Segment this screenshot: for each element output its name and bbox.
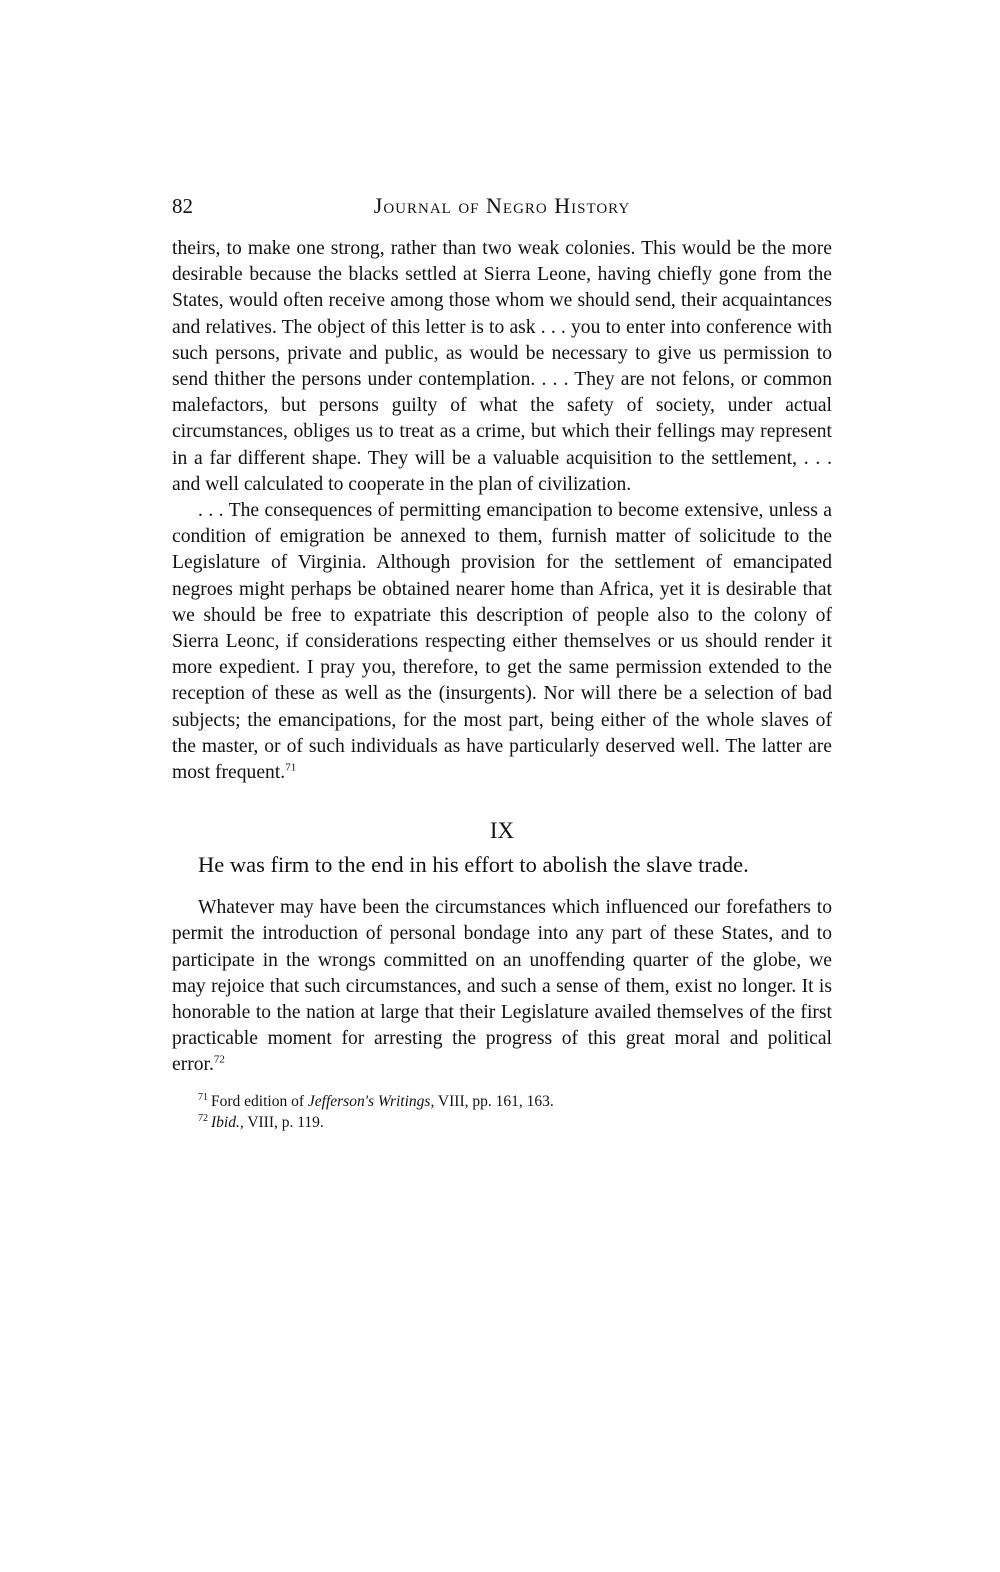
running-head xyxy=(172,186,832,226)
footnote-suffix: VIII, p. 119. xyxy=(243,1113,324,1131)
footnote-72 xyxy=(198,1112,832,1133)
page-number: 82 xyxy=(172,194,193,218)
journal-title: Journal of Negro History xyxy=(373,193,631,218)
quote-paragraph-1 xyxy=(172,236,832,498)
footnotes xyxy=(172,1091,832,1133)
footnote-ref-71[interactable]: 71 xyxy=(285,761,297,774)
section-paragraph-text: Whatever may have been the circumstances which influenced our forefathers to permit the introduction of personal bondage into any part of these States, and to participate in the wrongs committed on an unoffending quarter of the globe, we may rejoice that such circumstances, and such a sense of them, exist no longer. It is honorable to the nation at large that their Legislature availed themselves of the first practicable moment for arresting the progress of this great moral and political error. xyxy=(172,897,832,1076)
footnote-number: 71 xyxy=(198,1091,208,1103)
footnote-prefix: Ford edition of xyxy=(211,1092,308,1110)
quote-paragraph-2-text: . . . The consequences of permitting emancipation to become extensive, unless a condition of emigration be annexed to them, furnish matter of solicitude to the Legislature of Virginia. Although provision for the settlement of emancipated negroes might perhaps be obtained nearer home than Africa, yet it is desirable that we should be free to expatriate this description of people also to the colony of Sierra Leonc, if considerations respecting either themselves or us should render it more expedient. I pray you, therefore, to get the same permission extended to the reception of these as well as the (insurgents). Nor will there be a selection of bad subjects; the emancipations, for the most part, being either of the whole slaves of the master, or of such individuals as have particularly deserved well. The latter are most frequent. xyxy=(172,500,832,784)
quote-paragraph-2 xyxy=(172,498,832,786)
section-lead: He was firm to the end in his effort to abolish the slave trade. xyxy=(198,852,749,878)
section-paragraph xyxy=(172,895,832,1078)
footnote-71 xyxy=(198,1091,832,1112)
footnote-ref-72[interactable]: 72 xyxy=(213,1053,225,1066)
footnote-italic-title: Jefferson's Writings, xyxy=(307,1092,435,1110)
section-number: IX xyxy=(489,818,515,844)
footnote-italic-title: Ibid., xyxy=(211,1113,244,1131)
document-page xyxy=(172,186,832,1133)
footnote-suffix: VIII, pp. 161, 163. xyxy=(434,1092,554,1110)
quote-paragraph-1-text: theirs, to make one strong, rather than two weak colonies. This would be the more desirable because the blacks settled at Sierra Leone, having chiefly gone from the States, would often receive among those whom we should send, their acquaintances and relatives. The object of this letter is to ask . . . you to enter into conference with such persons, private and public, as would be necessary to give us permission to send thither the persons under contemplation. . . . They are not felons, or common malefactors, but persons guilty of what the safety of society, under actual circumstances, obliges us to treat as a crime, but which their fellings may represent in a far different shape. They will be a valuable acquisition to the settlement, . . . and well calculated to cooperate in the plan of civilization. xyxy=(172,238,832,495)
footnote-number: 72 xyxy=(198,1112,208,1124)
